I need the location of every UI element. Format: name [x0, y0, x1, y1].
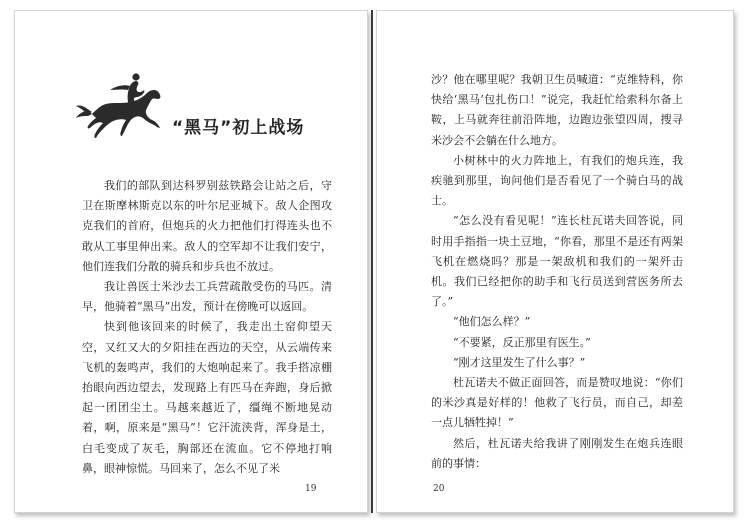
horse-rider-icon	[72, 68, 172, 140]
page-number-left: 19	[305, 484, 317, 494]
chapter-title: “黑马”初上战场	[172, 118, 305, 138]
chapter-header	[72, 68, 352, 158]
paragraph: “刚才这里发生了什么事？”	[453, 355, 586, 369]
book-gutter	[371, 10, 373, 513]
paragraph: 我们的部队到达科罗别兹铁路会让站之后，守卫在斯摩林斯克以东的叶尔尼亚城下。敌人企图攻克我们的首府，但炮兵的火力把他们打得连头也不敢从工事里伸出来。敌人的空军却不让我们安宁，他们连我们分散的骑兵和步兵也不放过。	[82, 179, 332, 273]
paragraph: “他们怎么样？”	[453, 315, 531, 329]
left-page-body	[82, 176, 332, 479]
paragraph: “不要紧，反正那里有医生。”	[453, 335, 591, 349]
paragraph: 我让兽医士米沙去工兵营疏散受伤的马匹。清早，他骑着“黑马”出发，预计在傍晚可以返回。	[82, 280, 332, 314]
page-number-right: 20	[433, 484, 445, 494]
paragraph: 沙？他在哪里呢？我朝卫生员喊道：“克维特科，你快给‘黑马’包扎伤口！”说完，我赶忙给索科尔备上鞍，上马就奔往前沿阵地，边跑边张望四周，搜寻米沙会不会躺在什么地方。	[431, 73, 683, 147]
paragraph: 杜瓦诺夫不做正面回答，而是赞叹地说：“你们的米沙真是好样的！他救了飞行员，而自己，却差一点儿牺牲掉！”	[431, 376, 683, 430]
paragraph: 然后，杜瓦诺夫给我讲了刚刚发生在炮兵连眼前的事情：	[431, 436, 683, 470]
right-page-body	[431, 70, 683, 474]
paragraph: “怎么没有看见呢！”连长杜瓦诺夫回答说，同时用手指指一块土豆地，“你看，那里不是还有两架飞机在燃烧吗？那是一架敌机和我们的一架歼击机。我们已经把你的助手和飞行员送到营医务所去了。”	[431, 214, 683, 309]
paragraph: 快到他该回来的时候了，我走出土窑仰望天空，又红又大的夕阳挂在西边的天空，从云端传来飞机的轰鸣声，我们的大炮响起来了。我手搭凉棚抬眼向西边望去，发现路上有匹马在奔跑，身后掀起一团团尘土。马越来越近了，缰绳不断地晃动着，啊，原来是“黑马”！它汗流浃背，浑身是土，白毛变成了灰毛，胸部还在流血。它不停地打响鼻，眼神惊慌。马回来了，怎么不见了米	[82, 320, 332, 475]
paragraph: 小树林中的火力阵地上，有我们的炮兵连，我疾驰到那里，询问他们是否看见了一个骑白马的战士。	[431, 153, 683, 208]
